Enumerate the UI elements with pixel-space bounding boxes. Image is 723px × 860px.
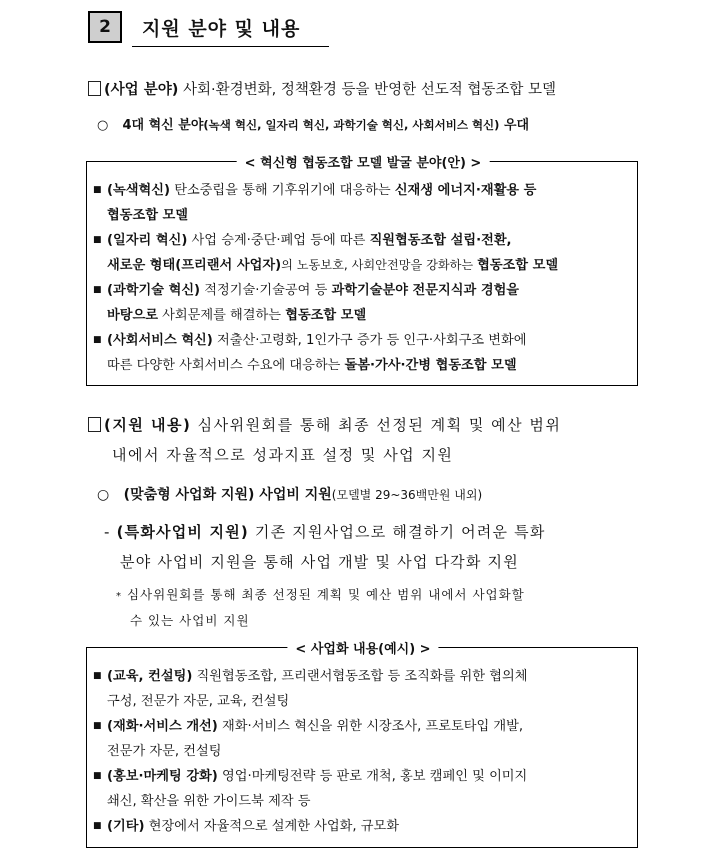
checkbox-square-icon [88, 417, 101, 432]
custom-paren: (모델별 29~36백만원 내외) [331, 488, 483, 502]
circle-bullet-icon: ○ [97, 487, 110, 503]
square-bullet-icon: ■ [93, 671, 102, 681]
item-text: 의 노동보호, 사회안전망을 강화하는 [281, 258, 478, 272]
square-bullet-icon: ■ [93, 185, 102, 195]
square-bullet-icon: ■ [93, 285, 102, 295]
item-text: 쇄신, 확산을 위한 가이드북 제작 등 [107, 794, 311, 809]
item-highlight: 돌봄·가사·간병 협동조합 모델 [344, 358, 517, 373]
item-text: 사업 승계·중단·폐업 등에 따른 [187, 233, 370, 248]
item-head: (홍보·마케팅 강화) [107, 769, 218, 784]
box-label: < 사업화 내용(예시) > [287, 638, 438, 657]
item-text: 사회문제를 해결하는 [157, 308, 286, 323]
square-bullet-icon: ■ [93, 721, 102, 731]
field-line [88, 78, 556, 99]
list-item [87, 278, 637, 328]
four-areas-line [97, 114, 529, 133]
support-line2: 내에서 자율적으로 성과지표 설정 및 사업 지원 [112, 446, 454, 464]
list-item [87, 664, 637, 714]
note-line1: 심사위원회를 통해 최종 선정된 계획 및 예산 범위 내에서 사업화할 [122, 587, 525, 602]
item-text: 재화·서비스 혁신을 위한 시장조사, 프로토타입 개발, [217, 719, 524, 734]
item-highlight: 새로운 형태(프리랜서 사업자) [107, 258, 282, 273]
list-item [87, 814, 637, 839]
square-bullet-icon: ■ [93, 821, 102, 831]
field-head: (사업 분야) [104, 82, 179, 98]
asterisk-mark: * [116, 591, 122, 602]
circle-bullet-icon: ○ [97, 118, 109, 133]
list-item [87, 328, 637, 378]
square-bullet-icon: ■ [93, 235, 102, 245]
box-item-list [87, 178, 637, 378]
item-head: (기타) [107, 819, 145, 834]
square-bullet-icon: ■ [93, 771, 102, 781]
item-highlight: 직원협동조합 설립·전환, [369, 233, 512, 248]
section-title-underline [132, 46, 329, 47]
footnote [116, 583, 646, 633]
list-item [87, 714, 637, 764]
box-item-list [87, 664, 637, 839]
item-head: (녹색혁신) [107, 183, 171, 198]
item-text: 저출산·고령화, 1인가구 증가 등 인구·사회구조 변화에 [212, 333, 527, 348]
four-areas-head: 4대 혁신 분야 [122, 118, 204, 133]
checkbox-square-icon [88, 81, 101, 96]
custom-support-line [97, 484, 482, 504]
dash-bullet: - [104, 523, 111, 541]
box-label: < 혁신형 협동조합 모델 발굴 분야(안) > [237, 152, 490, 171]
item-highlight: 과학기술분야 전문지식과 경험을 [331, 283, 520, 298]
list-item [87, 228, 637, 278]
item-text: 적정기술·기술공여 등 [200, 283, 332, 298]
item-head: (과학기술 혁신) [107, 283, 201, 298]
custom-head: (맞춤형 사업화 지원) [123, 487, 255, 503]
item-text: 현장에서 자율적으로 설계한 사업화, 규모화 [144, 819, 400, 834]
four-areas-paren: (녹색 혁신, 일자리 혁신, 과학기술 혁신, 사회서비스 혁신) [203, 118, 500, 132]
item-highlight: 협동조합 모델 [107, 208, 189, 223]
four-areas-tail: 우대 [499, 118, 530, 133]
item-text: 탄소중립을 통해 기후위기에 대응하는 [170, 183, 395, 198]
item-head: (재화·서비스 개선) [107, 719, 218, 734]
list-item [87, 178, 637, 228]
commercialization-box [86, 642, 638, 848]
field-text: 사회·환경변화, 정책환경 등을 반영한 선도적 협동조합 모델 [178, 82, 556, 98]
item-head: (일자리 혁신) [107, 233, 188, 248]
item-text: 직원협동조합, 프리랜서협동조합 등 조직화를 위한 협의체 [192, 669, 528, 684]
special-line2: 분야 사업비 지원을 통해 사업 개발 및 사업 다각화 지원 [120, 553, 519, 571]
support-line1: 심사위원회를 통해 최종 선정된 계획 및 예산 범위 [191, 416, 562, 434]
special-support-paragraph [104, 517, 649, 577]
special-head: (특화사업비 지원) [116, 523, 249, 541]
item-text: 따른 다양한 사회서비스 수요에 대응하는 [107, 358, 345, 373]
item-text: 전문가 자문, 컨설팅 [107, 744, 222, 759]
item-highlight: 신재생 에너지·재활용 등 [394, 183, 537, 198]
support-head: (지원 내용) [104, 416, 192, 434]
special-line1: 기존 지원사업으로 해결하기 어려운 특화 [248, 523, 546, 541]
item-highlight: 협동조합 모델 [285, 308, 367, 323]
square-bullet-icon: ■ [93, 335, 102, 345]
custom-mid: 사업비 지원 [254, 487, 332, 503]
section-title: 지원 분야 및 내용 [142, 18, 301, 40]
item-text: 영업·마케팅전략 등 판로 개척, 홍보 캠페인 및 이미지 [217, 769, 528, 784]
innovation-model-box [86, 156, 638, 386]
list-item [87, 764, 637, 814]
section-number: 2 [88, 11, 122, 43]
item-highlight: 바탕으로 [107, 308, 158, 323]
item-head: (교육, 컨설팅) [107, 669, 193, 684]
note-line2: 수 있는 사업비 지원 [130, 613, 250, 628]
item-text: 구성, 전문가 자문, 교육, 컨설팅 [107, 694, 290, 709]
item-head: (사회서비스 혁신) [107, 333, 213, 348]
support-paragraph [88, 410, 648, 470]
item-highlight: 협동조합 모델 [477, 258, 559, 273]
